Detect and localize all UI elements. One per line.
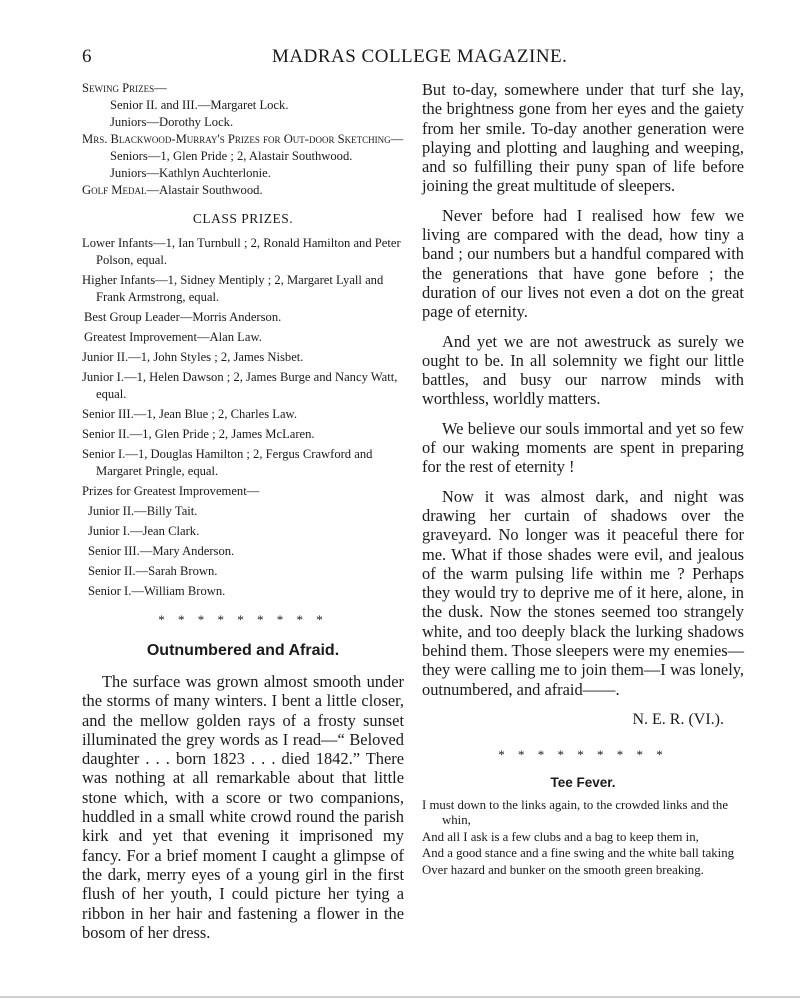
article-paragraph: But to-day, somewhere under that turf she lay, the brightness gone from her eyes and the gaiety from her smile. To-day another generation were playing and plotting and laughing and weeping, and so fulfilling their puny span of life before joining the great multitude of sleepers. xyxy=(422,80,744,196)
poem-body xyxy=(422,798,744,879)
golf-medal-winner: —Alastair Southwood. xyxy=(146,183,263,197)
article-paragraph: And yet we are not awestruck as surely we ought to be. In all solemnity we fight our little battles, and busy our narrow minds with worthless, worldly matters. xyxy=(422,331,744,409)
page-bottom-edge xyxy=(0,996,800,998)
poem-line: And a good stance and a fine swing and the white ball taking xyxy=(422,846,735,861)
class-prize-item: Senior II.—Sarah Brown. xyxy=(88,564,218,578)
author-signature: N. E. R. (VI.). xyxy=(632,710,724,728)
sewing-prizes-heading: Sewing Prizes— xyxy=(82,81,167,95)
article-paragraph: The surface was grown almost smooth under the storms of many winters. I bent a little closer, and the mellow golden rays of a frosty sunset illuminated the grey words as I read—“ Beloved daughter . . . born 1823 . . . died 1842.” There was nothing at all remarkable about that little stone which, with a score or two companions, huddled in a small white crowd round the parish kirk and yet that evening it imprisoned my fancy. For a brief moment I caught a glimpse of the dark, merry eyes of a young girl in the first flush of her youth, I could picture her tying a ribbon in her hair and fastening a flower in the bosom of her dress. xyxy=(82,672,404,942)
outdoor-sketching-heading: Mrs. Blackwood-Murray's Prizes for Out-door Sketching— xyxy=(82,132,404,146)
class-prize-item: Junior I.—1, Helen Dawson ; 2, James Burge and Nancy Watt, equal. xyxy=(82,370,398,401)
golf-medal-label: Golf Medal xyxy=(82,183,147,197)
class-prize-item: Lower Infants—1, Ian Turnbull ; 2, Ronald Hamilton and Peter Polson, equal. xyxy=(82,236,401,267)
class-prize-item: Junior I.—Jean Clark. xyxy=(88,524,200,538)
section-separator: * * * * * * * * * xyxy=(498,746,668,762)
article-title: Outnumbered and Afraid. xyxy=(146,642,340,659)
poem-line: I must down to the links again, to the crowded links and the whin, xyxy=(422,797,729,828)
poem-line: And all I ask is a few clubs and a bag to keep them in, xyxy=(422,829,699,844)
sewing-prize-line: Senior II. and III.—Margaret Lock. xyxy=(110,98,289,112)
section-separator: * * * * * * * * * xyxy=(158,612,328,627)
prizes-section xyxy=(82,80,404,199)
class-prize-item: Senior II.—1, Glen Pride ; 2, James McLaren. xyxy=(82,427,315,441)
article-paragraph: We believe our souls immortal and yet so few of our waking moments are spent in preparing for the rest of eternity ! xyxy=(422,418,744,477)
class-prize-item: Prizes for Greatest Improvement— xyxy=(82,484,260,498)
poem-line: Over hazard and bunker on the smooth green breaking. xyxy=(422,862,704,877)
class-prize-item: Junior II.—1, John Styles ; 2, James Nisbet. xyxy=(82,350,304,364)
outdoor-sketching-line: Juniors—Kathlyn Auchterlonie. xyxy=(110,166,271,180)
outdoor-sketching-line: Seniors—1, Glen Pride ; 2, Alastair Southwood. xyxy=(110,149,353,163)
class-prize-item: Higher Infants—1, Sidney Mentiply ; 2, Margaret Lyall and Frank Armstrong, equal. xyxy=(82,273,384,304)
class-prize-item: Senior I.—William Brown. xyxy=(88,584,226,598)
left-column xyxy=(82,80,404,952)
poem-title: Tee Fever. xyxy=(550,774,616,790)
class-prize-item: Greatest Improvement—Alan Law. xyxy=(84,330,262,344)
article-paragraph: Never before had I realised how few we living are compared with the dead, how tiny a band ; our numbers but a handful compared with the generations that have gone before ; the duration of our lives not even a dot on the great page of eternity. xyxy=(422,205,744,322)
right-column xyxy=(422,80,744,879)
running-title: MADRAS COLLEGE MAGAZINE. xyxy=(272,46,568,67)
class-prizes-list xyxy=(82,235,404,600)
class-prize-item: Senior III.—1, Jean Blue ; 2, Charles Law. xyxy=(82,407,297,421)
article-paragraph: Now it was almost dark, and night was drawing her curtain of shadows over the graveyard. No longer was it peaceful there for me. What if those shades were evil, and jealous of the warm pulsing life within me ? Perhaps they would try to deprive me of it here, alone, in the dusk. Now the stones seemed too strangely white, and too deeply black the lurking shadows behind them. Those sleepers were my enemies—they were calling me to join them—I was lonely, outnumbered, and afraid——. xyxy=(422,486,744,699)
class-prize-item: Junior II.—Billy Tait. xyxy=(88,504,198,518)
class-prize-item: Best Group Leader—Morris Anderson. xyxy=(84,310,282,324)
golf-medal xyxy=(82,182,404,199)
sewing-prize-line: Juniors—Dorothy Lock. xyxy=(110,115,234,129)
class-prize-item: Senior I.—1, Douglas Hamilton ; 2, Fergus Crawford and Margaret Pringle, equal. xyxy=(82,447,373,478)
class-prizes-heading: CLASS PRIZES. xyxy=(192,211,294,226)
page-number: 6 xyxy=(82,46,92,67)
class-prize-item: Senior III.—Mary Anderson. xyxy=(88,544,235,558)
